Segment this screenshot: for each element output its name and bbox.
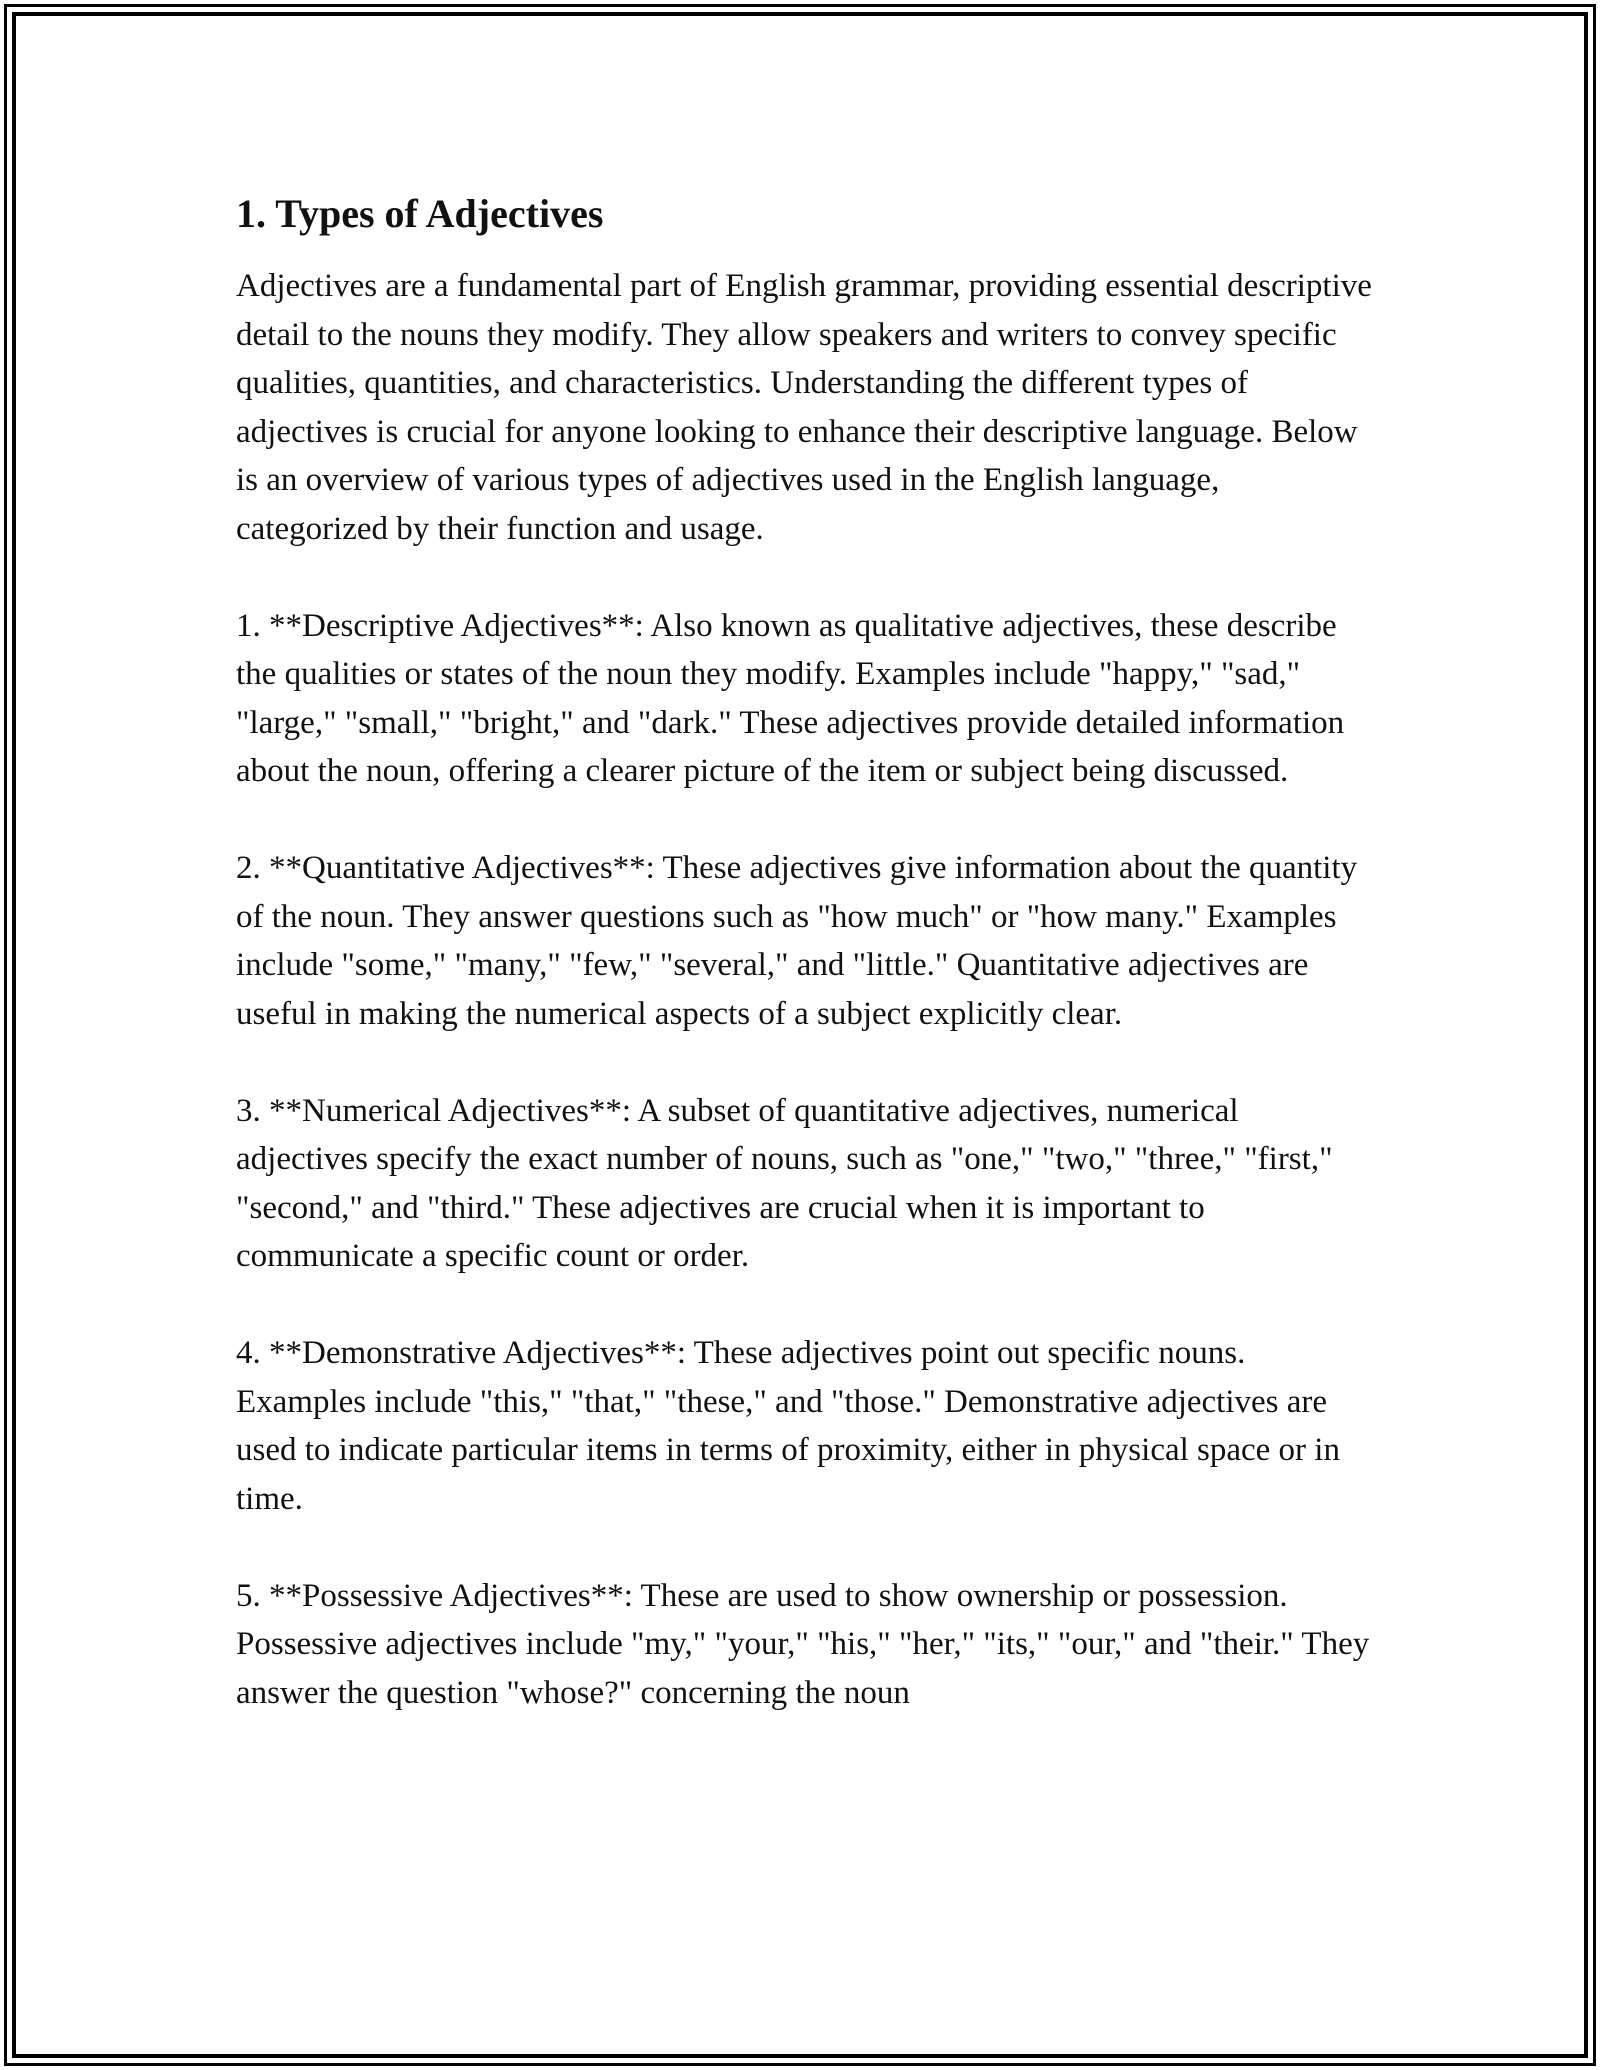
quantitative-adjectives-paragraph: 2. **Quantitative Adjectives**: These adjectives give information about the quantity of the noun. They answer questions such as "how much" or "how many." Examples include "some," "many," "few," "several," and "little." Quantitative adjectives are useful in making the numerical aspects of a subject explicitly clear. (236, 850, 1358, 1032)
document-title: 1. Types of Adjectives (236, 191, 604, 236)
demonstrative-adjectives-paragraph: 4. **Demonstrative Adjectives**: These adjectives point out specific nouns. Examples include "this," "that," "these," and "those." Demonstrative adjectives are used to indicate particular items in terms of proximity, either in physical space or in time. (236, 1335, 1340, 1517)
document-body (236, 188, 1376, 1766)
intro-paragraph: Adjectives are a fundamental part of English grammar, providing essential descriptive detail to the nouns they modify. They allow speakers and writers to convey specific qualities, quantities, and characteristics. Understanding the different types of adjectives is crucial for anyone looking to enhance their descriptive language. Below is an overview of various types of adjectives used in the English language, categorized by their function and usage. (236, 268, 1372, 547)
descriptive-adjectives-paragraph: 1. **Descriptive Adjectives**: Also known as qualitative adjectives, these describe the qualities or states of the noun they modify. Examples include "happy," "sad," "large," "small," "bright," and "dark." These adjectives provide detailed information about the noun, offering a clearer picture of the item or subject being discussed. (236, 607, 1345, 789)
possessive-adjectives-paragraph: 5. **Possessive Adjectives**: These are used to show ownership or possession. Possessive adjectives include "my," "your," "his," "her," "its," "our," and "their." They answer the question "whose?" concerning the noun (236, 1577, 1370, 1711)
numerical-adjectives-paragraph: 3. **Numerical Adjectives**: A subset of quantitative adjectives, numerical adjectives specify the exact number of nouns, such as "one," "two," "three," "first," "second," and "third." These adjectives are crucial when it is important to communicate a specific count or order. (236, 1092, 1333, 1274)
